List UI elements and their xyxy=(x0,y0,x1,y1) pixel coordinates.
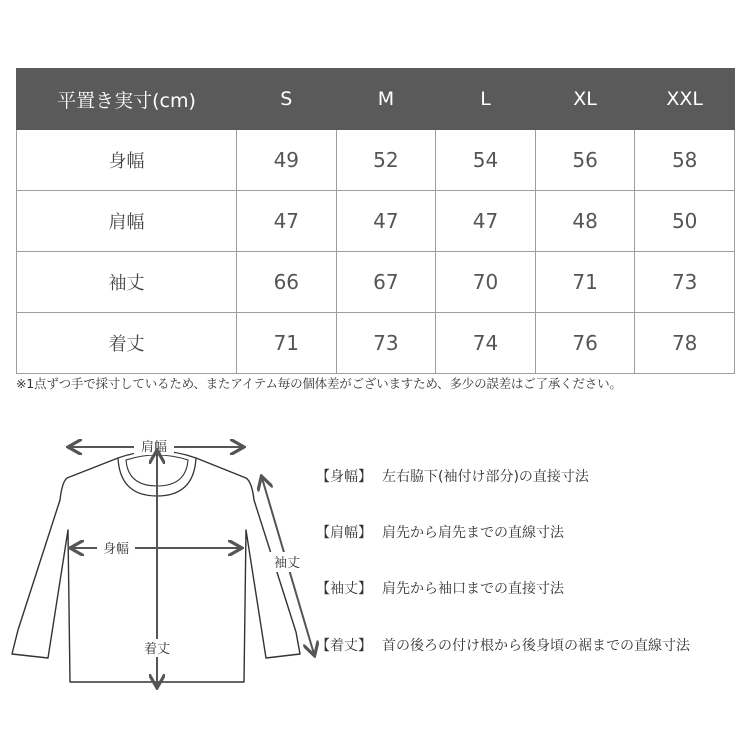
header-cell-size: XL xyxy=(535,69,635,130)
header-cell-size: S xyxy=(237,69,337,130)
row-label: 着丈 xyxy=(17,313,237,374)
table-cell: 52 xyxy=(336,130,436,191)
table-cell: 47 xyxy=(237,191,337,252)
legend-item-shoulder xyxy=(316,522,564,546)
legend-key: 【身幅】 xyxy=(316,469,372,485)
row-label: 身幅 xyxy=(17,130,237,191)
legend-desc: 左右脇下(袖付け部分)の直接寸法 xyxy=(382,469,589,485)
legend-key: 【着丈】 xyxy=(316,638,372,654)
table-cell: 76 xyxy=(535,313,635,374)
header-cell-size: XXL xyxy=(635,69,735,130)
header-cell-size: L xyxy=(436,69,536,130)
table-cell: 58 xyxy=(635,130,735,191)
table-cell: 48 xyxy=(535,191,635,252)
legend-key: 【袖丈】 xyxy=(316,581,372,597)
table-cell: 54 xyxy=(436,130,536,191)
legend-key: 【肩幅】 xyxy=(316,525,372,541)
size-table xyxy=(16,68,735,374)
row-label: 肩幅 xyxy=(17,191,237,252)
shoulder-label: 肩幅 xyxy=(140,440,168,455)
legend-item-sleeve xyxy=(316,578,564,602)
table-cell: 47 xyxy=(436,191,536,252)
table-row xyxy=(17,191,735,252)
table-row xyxy=(17,130,735,191)
table-cell: 78 xyxy=(635,313,735,374)
chest-label: 身幅 xyxy=(102,542,130,557)
table-cell: 49 xyxy=(237,130,337,191)
table-cell: 50 xyxy=(635,191,735,252)
header-cell-size: M xyxy=(336,69,436,130)
legend-desc: 首の後ろの付け根から後身頃の裾までの直線寸法 xyxy=(382,638,690,654)
legend-item-chest xyxy=(316,466,589,490)
legend-item-length xyxy=(316,635,690,659)
legend-desc: 肩先から肩先までの直線寸法 xyxy=(382,525,564,541)
table-cell: 73 xyxy=(635,252,735,313)
table-row xyxy=(17,313,735,374)
garment-diagram xyxy=(0,420,320,700)
table-cell: 66 xyxy=(237,252,337,313)
table-cell: 73 xyxy=(336,313,436,374)
table-cell: 47 xyxy=(336,191,436,252)
table-cell: 71 xyxy=(237,313,337,374)
length-label: 着丈 xyxy=(143,642,171,657)
row-label: 袖丈 xyxy=(17,252,237,313)
table-cell: 67 xyxy=(336,252,436,313)
table-cell: 56 xyxy=(535,130,635,191)
table-cell: 70 xyxy=(436,252,536,313)
table-row xyxy=(17,252,735,313)
measurement-note: ※1点ずつ手で採寸しているため、またアイテム毎の個体差がございますため、多少の誤差はご了承ください。 xyxy=(16,376,622,391)
sleeve-label: 袖丈 xyxy=(273,556,301,571)
legend-desc: 肩先から袖口までの直接寸法 xyxy=(382,581,564,597)
header-cell-measure: 平置き実寸(cm) xyxy=(17,69,237,130)
table-cell: 74 xyxy=(436,313,536,374)
table-header-row xyxy=(17,69,735,130)
table-cell: 71 xyxy=(535,252,635,313)
